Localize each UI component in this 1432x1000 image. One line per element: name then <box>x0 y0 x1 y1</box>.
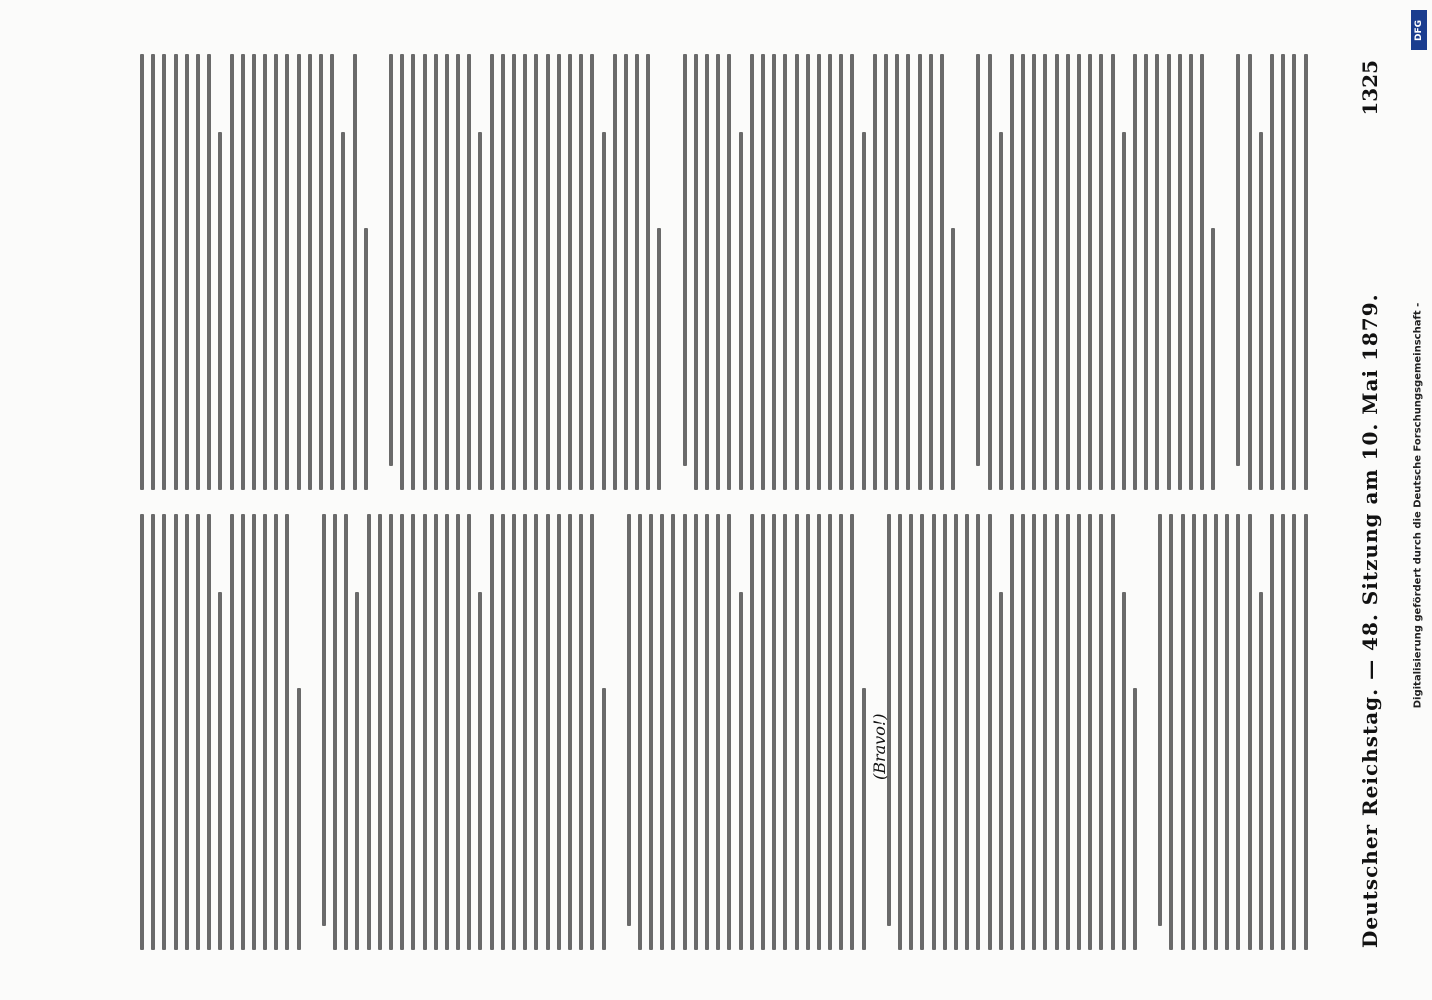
text-line <box>252 54 256 490</box>
text-line <box>694 54 698 490</box>
text-line <box>423 54 427 490</box>
text-line <box>1055 514 1059 950</box>
text-line <box>1066 54 1070 490</box>
text-line <box>274 514 278 950</box>
running-header <box>1340 0 1400 1000</box>
text-line <box>1200 54 1204 490</box>
text-line <box>943 514 947 950</box>
text-line <box>828 54 832 490</box>
text-line <box>920 514 924 950</box>
text-line <box>694 514 698 950</box>
text-line <box>839 54 843 490</box>
text-line <box>478 592 482 950</box>
text-line <box>884 54 888 490</box>
text-line <box>1214 514 1218 950</box>
text-line <box>976 54 980 466</box>
text-line <box>1192 514 1196 950</box>
text-line <box>624 54 628 490</box>
text-line <box>1281 54 1285 490</box>
text-line <box>1043 514 1047 950</box>
text-line <box>319 54 323 490</box>
text-line <box>252 514 256 950</box>
text-line <box>162 514 166 950</box>
text-line <box>1144 54 1148 490</box>
text-line <box>501 514 505 950</box>
text-line <box>501 54 505 490</box>
text-line <box>909 514 913 950</box>
text-line <box>568 54 572 490</box>
text-line <box>400 514 404 950</box>
text-line <box>1181 514 1185 950</box>
text-line <box>772 54 776 490</box>
text-line <box>638 514 642 950</box>
text-line <box>795 54 799 490</box>
text-line <box>478 132 482 490</box>
text-line <box>1178 54 1182 490</box>
text-line <box>646 54 650 490</box>
text-line <box>230 514 234 950</box>
text-line <box>999 592 1003 950</box>
text-line <box>862 132 866 490</box>
text-line <box>839 514 843 950</box>
text-line <box>196 514 200 950</box>
text-line <box>1189 54 1193 490</box>
text-line <box>546 54 550 490</box>
text-line <box>1032 514 1036 950</box>
text-line <box>850 514 854 950</box>
text-line <box>322 514 326 926</box>
text-line <box>1077 54 1081 490</box>
text-line <box>423 514 427 950</box>
text-line <box>557 54 561 490</box>
text-line <box>185 54 189 490</box>
text-line <box>739 132 743 490</box>
text-line <box>795 514 799 950</box>
text-line <box>207 514 211 950</box>
text-line <box>140 54 144 490</box>
text-line <box>1259 592 1263 950</box>
text-line <box>671 514 675 950</box>
text-line <box>285 514 289 950</box>
text-line <box>490 54 494 490</box>
text-line <box>1111 514 1115 950</box>
text-line <box>263 514 267 950</box>
text-line <box>1032 54 1036 490</box>
text-line <box>602 132 606 490</box>
text-line <box>1021 514 1025 950</box>
text-line <box>1236 514 1240 950</box>
text-line <box>411 514 415 950</box>
text-line <box>490 514 494 950</box>
text-line <box>1088 54 1092 490</box>
text-line <box>1010 514 1014 950</box>
text-line <box>467 54 471 490</box>
text-line <box>355 592 359 950</box>
text-line <box>389 54 393 466</box>
text-line <box>705 514 709 950</box>
text-line <box>1167 54 1171 490</box>
text-line <box>1270 514 1274 950</box>
text-line <box>274 54 278 490</box>
text-line <box>1133 688 1137 950</box>
text-line <box>1158 514 1162 926</box>
text-line <box>230 54 234 490</box>
text-line <box>579 54 583 490</box>
text-line <box>308 54 312 490</box>
text-line <box>613 54 617 490</box>
text-line <box>895 54 899 490</box>
text-line <box>174 514 178 950</box>
text-column-left <box>140 514 1320 950</box>
text-line <box>456 54 460 490</box>
text-line <box>1248 54 1252 490</box>
text-line <box>1010 54 1014 490</box>
text-line <box>783 54 787 490</box>
text-line <box>512 54 516 490</box>
text-line <box>806 514 810 950</box>
text-line <box>1211 228 1215 490</box>
text-line <box>988 514 992 950</box>
text-line <box>1281 514 1285 950</box>
text-line <box>364 228 368 490</box>
header-title: Deutscher Reichstag. — 48. Sitzung am 10. Mai 1879. <box>1358 293 1382 948</box>
text-line <box>1122 592 1126 950</box>
text-line <box>705 54 709 490</box>
text-line <box>1259 132 1263 490</box>
text-line <box>929 54 933 490</box>
text-line <box>333 514 337 950</box>
text-line <box>750 54 754 490</box>
text-line <box>263 54 267 490</box>
text-line <box>906 54 910 490</box>
text-line <box>367 514 371 950</box>
text-line <box>1169 514 1173 950</box>
text-line <box>988 54 992 490</box>
text-line <box>898 514 902 950</box>
text-line <box>151 54 155 490</box>
text-line <box>635 54 639 490</box>
text-line <box>940 54 944 490</box>
text-line <box>456 514 460 950</box>
text-line <box>817 54 821 490</box>
text-line <box>568 514 572 950</box>
text-line <box>850 54 854 490</box>
text-line <box>1066 514 1070 950</box>
interjection-bravo: (Bravo!) <box>870 713 889 780</box>
text-line <box>683 54 687 466</box>
text-line <box>1292 514 1296 950</box>
text-line <box>445 514 449 950</box>
text-line <box>716 54 720 490</box>
text-line <box>434 514 438 950</box>
text-line <box>218 132 222 490</box>
text-line <box>297 688 301 950</box>
text-line <box>716 514 720 950</box>
text-line <box>196 54 200 490</box>
text-line <box>772 514 776 950</box>
text-line <box>523 514 527 950</box>
text-line <box>951 228 955 490</box>
text-line <box>185 514 189 950</box>
digitization-credit: Digitalisierung gefördert durch die Deutsche Forschungsgemeinschaft - <box>1412 302 1424 709</box>
text-line <box>1122 132 1126 490</box>
text-line <box>1077 514 1081 950</box>
dfg-badge: DFG <box>1411 10 1427 50</box>
text-line <box>683 514 687 950</box>
text-line <box>627 514 631 926</box>
text-line <box>330 54 334 490</box>
page-number: 1325 <box>1358 60 1382 116</box>
text-line <box>965 514 969 950</box>
text-line <box>389 514 393 950</box>
text-line <box>218 592 222 950</box>
text-line <box>817 514 821 950</box>
text-line <box>1099 514 1103 950</box>
text-line <box>534 54 538 490</box>
text-line <box>1203 514 1207 950</box>
text-line <box>353 54 357 490</box>
text-line <box>1133 54 1137 490</box>
text-line <box>1043 54 1047 490</box>
text-line <box>954 514 958 950</box>
text-line <box>1099 54 1103 490</box>
text-line <box>1155 54 1159 490</box>
text-line <box>727 54 731 490</box>
text-line <box>512 514 516 950</box>
text-line <box>344 514 348 950</box>
text-line <box>285 54 289 490</box>
text-line <box>1292 54 1296 490</box>
text-line <box>590 54 594 490</box>
text-line <box>1088 514 1092 950</box>
text-line <box>434 54 438 490</box>
text-line <box>1236 54 1240 466</box>
text-line <box>341 132 345 490</box>
text-line <box>241 54 245 490</box>
text-line <box>140 514 144 950</box>
text-line <box>400 54 404 490</box>
text-line <box>1055 54 1059 490</box>
text-line <box>999 132 1003 490</box>
text-line <box>445 54 449 490</box>
text-line <box>602 688 606 950</box>
text-line <box>411 54 415 490</box>
text-line <box>1021 54 1025 490</box>
text-line <box>590 514 594 950</box>
text-line <box>649 514 653 950</box>
text-line <box>174 54 178 490</box>
text-line <box>467 514 471 950</box>
text-line <box>151 514 155 950</box>
text-line <box>1225 514 1229 950</box>
text-line <box>1270 54 1274 490</box>
text-line <box>378 514 382 950</box>
text-line <box>727 514 731 950</box>
text-line <box>783 514 787 950</box>
text-line <box>1304 514 1308 950</box>
text-column-right <box>140 54 1320 490</box>
text-line <box>1248 514 1252 950</box>
text-line <box>739 592 743 950</box>
text-line <box>806 54 810 490</box>
text-line <box>750 514 754 950</box>
text-line <box>761 514 765 950</box>
text-line <box>657 228 661 490</box>
text-line <box>546 514 550 950</box>
text-line <box>523 54 527 490</box>
text-line <box>976 514 980 950</box>
text-line <box>241 514 245 950</box>
text-line <box>557 514 561 950</box>
text-line <box>918 54 922 490</box>
text-line <box>828 514 832 950</box>
text-line <box>297 54 301 490</box>
text-line <box>162 54 166 490</box>
text-line <box>1111 54 1115 490</box>
text-line <box>873 54 877 490</box>
text-line <box>761 54 765 490</box>
text-line <box>207 54 211 490</box>
text-line <box>579 514 583 950</box>
text-line <box>862 688 866 950</box>
text-line <box>534 514 538 950</box>
text-line <box>932 514 936 950</box>
text-line <box>1304 54 1308 490</box>
text-line <box>660 514 664 950</box>
